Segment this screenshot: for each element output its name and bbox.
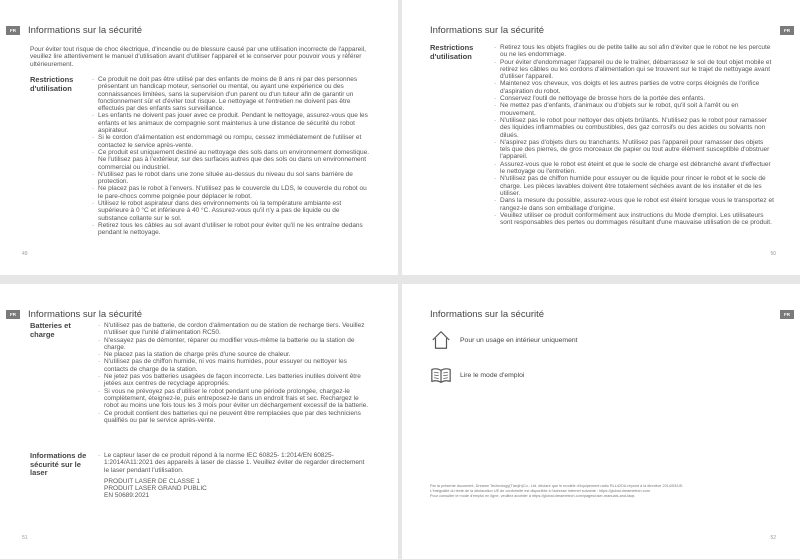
intro-paragraph: Pour éviter tout risque de choc électrique, d'incendie ou de blessure causé par une utilisation incorrecte de l'appareil, veuillez lire attentivement le manuel d'utilisation avant d'utiliser l'appareil et le conserver pour pouvoir vous y référer ultérieurement. [30, 46, 366, 68]
indoor-use-row [430, 329, 578, 351]
manual-page-51 [0, 284, 398, 559]
conformity-footnote [430, 484, 770, 499]
laser-info [98, 452, 370, 500]
laser-class-line: PRODUIT LASER DE CLASSE 1 [104, 477, 200, 485]
language-tag: FR [780, 310, 794, 319]
laser-class-line: PRODUIT LASER GRAND PUBLIC [104, 485, 207, 493]
list-item: · N'utilisez pas le robot dans une zone située au-dessus du niveau du sol sans barrière de protection. [92, 171, 370, 186]
list-item: · Le capteur laser de ce produit répond à la norme IEC 60825- 1:2014/EN 60825-1:2014/A11:2021 des appareils à laser de classe 1. Veuillez éviter de regarder directement le laser pendant l'utilisation. [98, 452, 370, 474]
read-manual-label: Lire le mode d'emploi [460, 371, 525, 379]
list-item: · Ce produit ne doit pas être utilisé par des enfants de moins de 8 ans ni par des personnes présentant un handicap moteur, sensoriel ou mental, ou ayant une expérience ou des connaissances limitées, sans la supervision d'un parent ou d'un tuteur afin de garantir un fonctionnement sûr et d'éviter tout risque. Le nettoyage et l'entretien ne doivent pas être effectués par des enfants sans surveillance. [92, 76, 370, 112]
list-item: · Ne placez pas le robot à l'envers. N'utilisez pas le couvercle du LDS, le couvercle du robot ou le pare-chocs comme poignée pour déplacer le robot. [92, 185, 370, 200]
list-item: · Assurez-vous que le robot est éteint et que le socle de charge est débranché avant d'effectuer le nettoyage ou l'entretien. [494, 161, 774, 176]
list-item: · Retirez tous les câbles au sol avant d'utiliser le robot pour éviter qu'il ne les entraîne dedans pendant le nettoyage. [92, 222, 370, 237]
list-item: · Maintenez vos cheveux, vos doigts et les autres parties de votre corps éloignés de l'orifice d'aspiration du robot. [494, 80, 774, 95]
list-item: · Ne placez pas la station de charge près d'une source de chaleur. [98, 351, 370, 358]
language-tag: FR [780, 26, 794, 35]
page-number: 52 [770, 535, 776, 541]
list-item: · N'aspirez pas d'objets durs ou tranchants. N'utilisez pas l'appareil pour ramasser des objets tels que des pierres, de gros morceaux de papier ou tout autre élément susceptible d'obstruer l'appareil. [494, 139, 774, 161]
page-number: 49 [22, 251, 28, 257]
section-label-batteries: Batteries et charge [30, 321, 71, 339]
list-item: · Conservez l'outil de nettoyage de brosse hors de la portée des enfants. [494, 95, 774, 102]
list-item: · Veuillez utiliser ce produit conformément aux instructions du Mode d'emploi. Les utilisateurs sont responsables des pertes ou dommages résultant d'une mauvaise utilisation de ce produit. [494, 212, 774, 227]
page-title: Informations sur la sécurité [28, 309, 143, 320]
page-title: Informations sur la sécurité [430, 309, 545, 320]
page-number: 51 [22, 535, 28, 541]
footnote-line: L'intégralité du texte de la déclaration UE de conformité est disponible à l'adresse Internet suivante : https://global.dreametech.com [430, 489, 650, 493]
list-item: · N'essayez pas de démonter, réparer ou modifier vous-même la batterie ou la station de charge. [98, 337, 370, 352]
list-item: · Ce produit contient des batteries qui ne peuvent être remplacées que par des techniciens qualifiés ou par le service après-vente. [98, 410, 370, 425]
section-label-restrictions: Restrictions d'utilisation [430, 43, 474, 61]
laser-class-line: EN 50689:2021 [104, 492, 150, 500]
manual-page-50 [402, 0, 800, 275]
page-title: Informations sur la sécurité [28, 25, 143, 36]
list-item: · N'utilisez pas le robot pour nettoyer des objets brûlants. N'utilisez pas le robot pour ramasser des liquides inflammables ou combustibles, des gaz corrosifs ou des acides ou solvants non dilués. [494, 117, 774, 139]
list-item: · N'utilisez pas de chiffon humide pour essuyer ou de liquide pour rincer le robot et le socle de charge. Les pièces lavables doivent être totalement séchées avant de les installer et de les utiliser. [494, 175, 774, 197]
list-item: · N'utilisez pas de batterie, de cordon d'alimentation ou de station de recharge tiers. Veuillez n'utiliser que l'unité d'alimentation RC50. [98, 322, 370, 337]
list-item: · Si vous ne prévoyez pas d'utiliser le robot pendant une période prolongée, chargez-le complètement, éteignez-le, puis entreposez-le dans un endroit frais et sec. Rechargez le robot au moins une fois tous les 3 mois pour éviter un déchargement excessif de la batterie. [98, 388, 370, 410]
list-item: · Ne jetez pas vos batteries usagées de façon incorrecte. Les batteries inutiles doivent être jetées aux centres de recyclage appropriés. [98, 373, 370, 388]
list-item: · Les enfants ne doivent pas jouer avec ce produit. Pendant le nettoyage, assurez-vous que les enfants et les animaux de compagnie sont maintenus à une distance de sécurité du robot aspirateur. [92, 112, 370, 134]
read-manual-row [430, 364, 524, 386]
footnote-line: Par la présente document, Dreame Technology(Tianjin)Co., Ltd. déclare que le modèle d'équipement radio RLL42DA répond à la directive 2014/53/UE. [430, 484, 684, 488]
indoor-use-label: Pour un usage en intérieur uniquement [460, 336, 578, 344]
language-tag: FR [6, 26, 20, 35]
list-item: · Utilisez le robot aspirateur dans des environnements où la température ambiante est supérieure à 0 °C et inférieure à 40 °C. Assurez-vous qu'il n'y a pas de liquide ou de substance collante sur le sol. [92, 200, 370, 222]
battery-list [98, 322, 370, 424]
section-label-laser: Informations de sécurité sur le laser [30, 451, 87, 477]
list-item: · N'utilisez pas de chiffon humide, ni vos mains humides, pour essuyer ou nettoyer les contacts de charge de la station. [98, 358, 370, 373]
restrictions-list [92, 76, 370, 237]
page-title: Informations sur la sécurité [430, 25, 545, 36]
list-item: · Retirez tous les objets fragiles ou de petite taille au sol afin d'éviter que le robot ne les percute ou ne les endommage. [494, 44, 774, 59]
open-book-icon [430, 364, 452, 386]
house-icon [430, 329, 452, 351]
manual-page-52 [402, 284, 800, 559]
section-label-restrictions: Restrictions d'utilisation [30, 75, 74, 93]
laser-list [98, 452, 370, 474]
footnote-line: Pour consulter le mode d'emploi en ligne, veuillez accéder à https://global.dreametech.com/pages/user-manuals-and-faqs [430, 494, 635, 498]
language-tag: FR [6, 310, 20, 319]
list-item: · Pour éviter d'endommager l'appareil ou de le traîner, débarrassez le sol de tout objet mobile et retirez les câbles ou les cordons d'alimentation qui se trouvent sur le trajet de nettoyage avant d'utiliser l'appareil. [494, 59, 774, 81]
list-item: · Ne mettez pas d'enfants, d'animaux ou d'objets sur le robot, qu'il soit à l'arrêt ou en mouvement. [494, 102, 774, 117]
restrictions-list [494, 44, 774, 226]
list-item: · Dans la mesure du possible, assurez-vous que le robot est éteint lorsque vous le transportez et rangez-le dans son emballage d'origine. [494, 197, 774, 212]
list-item: · Si le cordon d'alimentation est endommagé ou rompu, cessez immédiatement de l'utiliser et contactez le service après-vente. [92, 134, 370, 149]
laser-class-block [98, 478, 370, 500]
page-number: 50 [770, 251, 776, 257]
manual-page-49 [0, 0, 398, 275]
list-item: · Ce produit est uniquement destiné au nettoyage des sols dans un environnement domestique. Ne l'utilisez pas à l'extérieur, sur des surfaces autres que des sols ou dans un environnement commercial ou industriel. [92, 149, 370, 171]
